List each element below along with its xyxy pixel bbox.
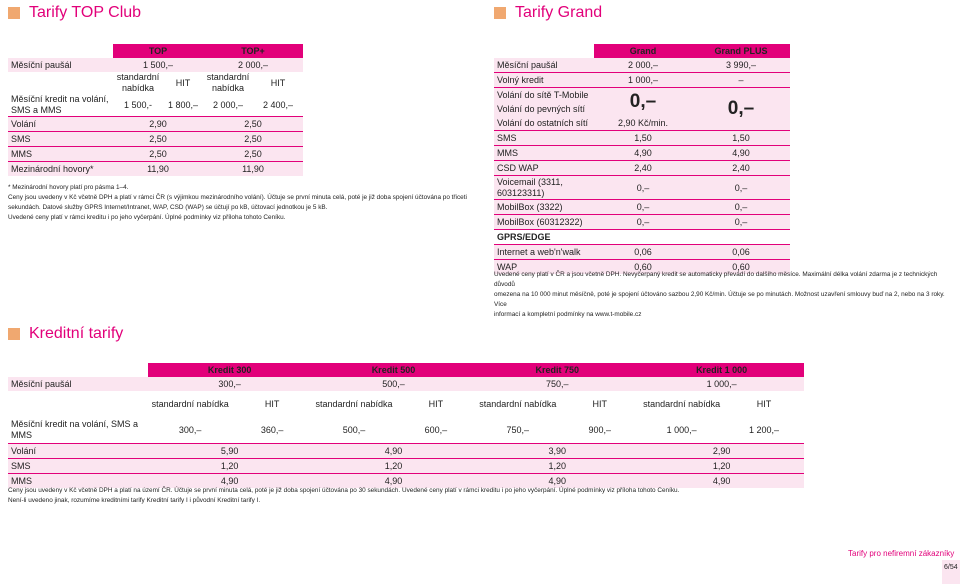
note-line: Není-li uvedeno jinak, rozumíme kreditními tarify Kreditní tarify I i původní Kreditní tarify I.: [8, 497, 261, 504]
section-title: Tarify Grand: [515, 4, 603, 21]
cell: 2 000,–: [594, 58, 692, 73]
note-line: Uvedené ceny platí v rámci kreditu i po jeho vyčerpání. Úplné podmínky viz příloha tohoto Ceníku.: [8, 214, 286, 221]
cell-zero: 0,–: [692, 88, 790, 131]
cell: –: [692, 73, 790, 88]
row-label: Měsíční kredit na volání, SMS a MMS: [11, 418, 139, 440]
cell: 2,50: [113, 147, 203, 162]
cell: 2 000,–: [212, 100, 244, 110]
cell: 0,60: [594, 260, 692, 275]
section-header-top-club: [8, 4, 141, 22]
cell: 5,90: [148, 443, 312, 458]
cell: 0,06: [594, 245, 692, 260]
section-header-credit: [8, 325, 123, 343]
cell: 1 000,–: [639, 377, 804, 391]
row-label: SMS: [494, 131, 594, 146]
col-header-kredit750: Kredit 750: [475, 363, 639, 377]
hit-label: HIT: [175, 78, 191, 88]
std-label: standardní nabídka: [151, 398, 229, 409]
note-line: Ceny jsou uvedeny v Kč včetně DPH a platí na území ČR. Účtuje se první minuta celá, poté je již doba spojení účtována po 30 sekundách. Uvedené ceny platí v rámci kreditu i po jeho vyčerpání. Úplné podmínky viz příloha tohoto Ceníku.: [8, 487, 680, 494]
section-title: Kreditní tarify: [29, 325, 124, 342]
row-label: Volání do sítě T-Mobile: [494, 88, 594, 103]
cell: 1 000,–: [594, 73, 692, 88]
std-label: standardní nabídka: [315, 398, 393, 409]
row-label: SMS: [8, 132, 113, 147]
cell: 2 000,–: [203, 58, 303, 72]
row-label: CSD WAP: [494, 161, 594, 176]
row-label: SMS: [8, 458, 148, 473]
std-label: standardní nabídka: [479, 398, 557, 409]
row-label: MMS: [8, 147, 113, 162]
page-number: 6/54: [944, 564, 958, 571]
cell: 2,40: [692, 161, 790, 176]
note-line: omezena na 10 000 minut měsíčně, poté je spojení účtováno sazbou 2,90 Kč/min. Účtuje se po minutách. Možnost uzavření smlouvy buď na 2, nebo na 3 roky. Více: [494, 291, 945, 308]
top-club-notes: [8, 183, 478, 223]
row-label: Volný kredit: [494, 73, 594, 88]
cell: 750,–: [506, 424, 530, 435]
cell: 500,–: [312, 377, 476, 391]
cell: 360,–: [260, 424, 284, 435]
row-label: Měsíční paušál: [8, 58, 113, 72]
cell: 0,06: [692, 245, 790, 260]
row-label: Volání: [8, 117, 113, 132]
cell: 500,–: [342, 424, 366, 435]
grand-table: [494, 44, 790, 274]
cell: 1,20: [475, 458, 639, 473]
cell: 2,90: [113, 117, 203, 132]
row-label: Internet a web'n'walk: [494, 245, 594, 260]
cell: 4,90: [312, 443, 476, 458]
cell: 1 800,–: [167, 100, 199, 110]
cell: 300,–: [148, 377, 312, 391]
cell: 4,90: [148, 473, 312, 488]
cell: 2,50: [203, 117, 303, 132]
row-label: Měsíční kredit na volání, SMS a MMS: [11, 94, 109, 115]
row-label: MMS: [494, 146, 594, 161]
col-header-grand: Grand: [594, 44, 692, 58]
cell: 3,90: [475, 443, 639, 458]
cell: 900,–: [588, 424, 611, 435]
cell: 0,–: [594, 200, 692, 215]
hit-label: HIT: [264, 399, 280, 409]
cell: 600,–: [424, 424, 448, 435]
row-label: Mezinárodní hovory*: [8, 162, 113, 177]
cell: 2,40: [594, 161, 692, 176]
hit-label: HIT: [592, 399, 607, 409]
cell: 750,–: [475, 377, 639, 391]
note-line: * Mezinárodní hovory platí pro pásma 1–4.: [8, 184, 129, 191]
cell: 0,–: [692, 176, 790, 200]
cell: 2,50: [203, 132, 303, 147]
cell: 1 200,–: [749, 424, 780, 435]
row-label: Měsíční paušál: [494, 58, 594, 73]
note-line: Ceny jsou uvedeny v Kč včetně DPH a platí v rámci ČR (s výjimkou mezinárodního volání). Účtuje se první minuta celá, poté je již doba spojení účtována po třiceti: [8, 194, 467, 201]
row-label: MMS: [8, 473, 148, 488]
cell: 3 990,–: [692, 58, 790, 73]
footer-text: Tarify pro nefiremní zákazníky: [848, 549, 955, 558]
cell: 2,90 Kč/min.: [594, 116, 692, 131]
cell: 2 400,–: [262, 100, 294, 110]
col-header-topplus: TOP+: [203, 44, 303, 58]
cell: 1,20: [148, 458, 312, 473]
col-header-kredit300: Kredit 300: [148, 363, 312, 377]
cell: 11,90: [203, 162, 303, 177]
top-club-table: [8, 44, 303, 176]
row-label: WAP: [494, 260, 594, 275]
cell: 2,50: [203, 147, 303, 162]
cell: 2,90: [639, 443, 804, 458]
row-label: Měsíční paušál: [8, 377, 148, 391]
hit-label: HIT: [428, 399, 444, 409]
cell: 0,–: [692, 215, 790, 230]
cell-zero: 0,–: [594, 88, 692, 117]
section-header-grand: [494, 4, 602, 22]
cell: 4,90: [639, 473, 804, 488]
grand-notes: [494, 270, 954, 320]
credit-table: [8, 363, 804, 488]
cell: 1,20: [639, 458, 804, 473]
cell: 300,–: [178, 424, 202, 435]
row-label: Volání: [8, 443, 148, 458]
cell: 1 500,–: [113, 58, 203, 72]
note-line: Uvedené ceny platí v ČR a jsou včetně DPH. Nevyčerpaný kredit se automaticky převádí do dalšího měsíce. Maximální délka volání zdarma je z technických důvodů: [494, 271, 938, 288]
cell: 11,90: [113, 162, 203, 177]
std-label: standardní nabídka: [206, 72, 250, 93]
row-label: MobilBox (60312322): [494, 215, 594, 230]
cell: 4,90: [692, 146, 790, 161]
section-title: Tarify TOP Club: [29, 4, 142, 21]
header-square-icon: [8, 328, 20, 340]
cell: 1 000,–: [666, 424, 697, 435]
col-header-grandplus: Grand PLUS: [692, 44, 790, 58]
col-header-top: TOP: [113, 44, 203, 58]
col-header-kredit1000: Kredit 1 000: [639, 363, 804, 377]
row-label: Volání do ostatních sítí: [494, 116, 594, 131]
note-line: sekundách. Datové služby GPRS Internet/Intranet, WAP, CSD (WAP) se účtují po kB, účtovací jednotkou je 5 kB.: [8, 204, 328, 211]
cell: 0,60: [692, 260, 790, 275]
row-label: MobilBox (3322): [494, 200, 594, 215]
row-label: Volání do pevných sítí: [494, 102, 594, 116]
row-label: Voicemail (3311, 603123311): [494, 176, 594, 200]
cell: 2,50: [113, 132, 203, 147]
cell: 0,–: [692, 200, 790, 215]
cell: 1,50: [692, 131, 790, 146]
cell: 0,–: [594, 176, 692, 200]
credit-notes: [8, 486, 808, 506]
header-square-icon: [8, 7, 20, 19]
note-line: informací a kompletní podmínky na www.t-mobile.cz: [494, 311, 642, 318]
hit-label: HIT: [270, 78, 286, 88]
col-header-kredit500: Kredit 500: [312, 363, 476, 377]
cell: 1,20: [312, 458, 476, 473]
cell: 1,50: [594, 131, 692, 146]
header-square-icon: [494, 7, 506, 19]
cell: 4,90: [475, 473, 639, 488]
cell: 0,–: [594, 215, 692, 230]
cell: 4,90: [312, 473, 476, 488]
cell: 4,90: [594, 146, 692, 161]
std-label: standardní nabídka: [116, 72, 160, 93]
std-label: standardní nabídka: [643, 398, 721, 409]
hit-label: HIT: [756, 399, 772, 409]
cell: 1 500,-: [123, 100, 153, 110]
row-label: GPRS/EDGE: [494, 230, 594, 245]
